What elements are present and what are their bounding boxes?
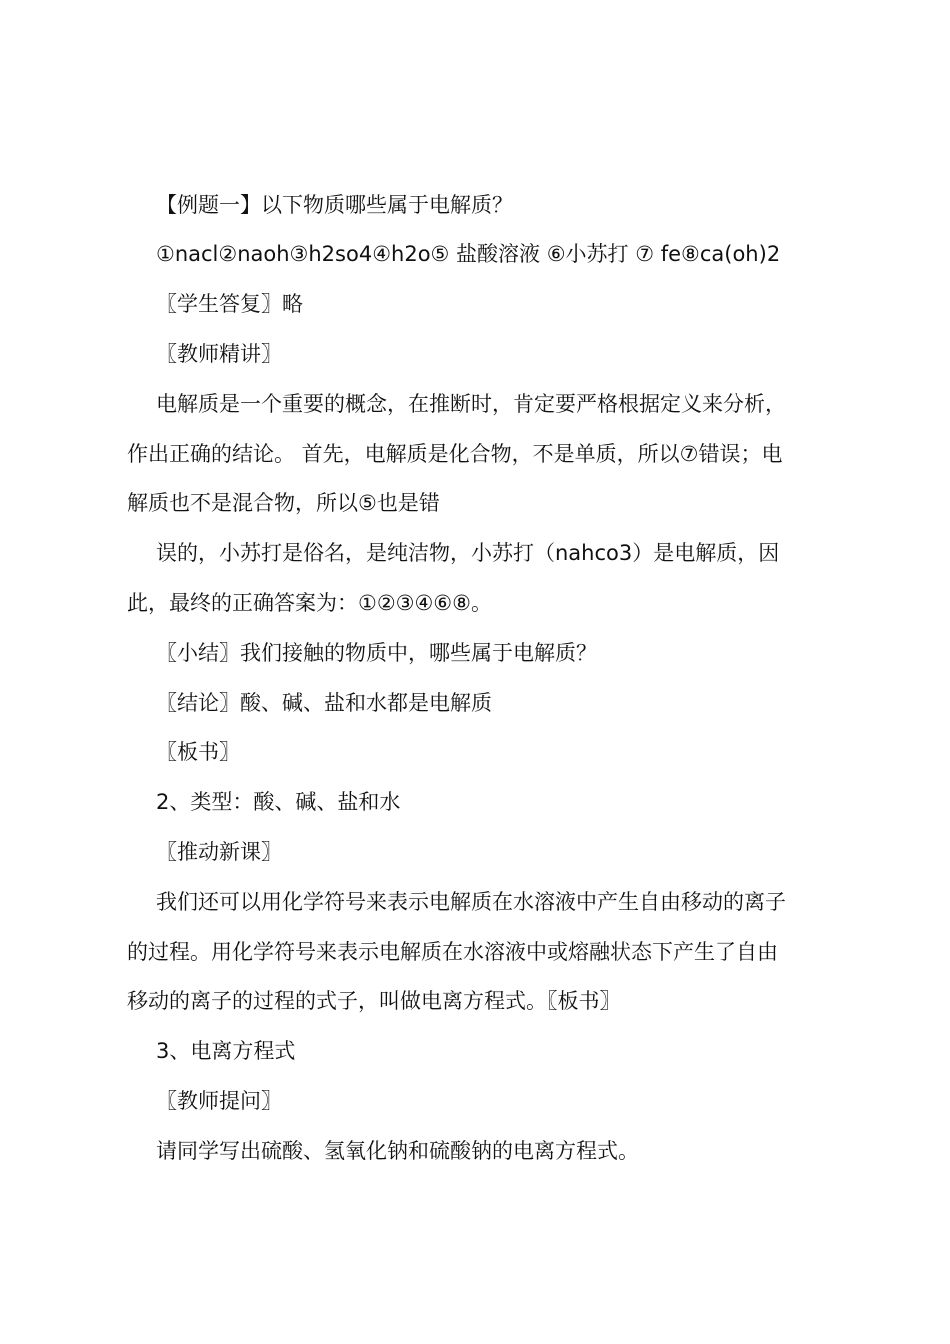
explain-line-1: 电解质是一个重要的概念，在推断时，肯定要严格根据定义来分析， <box>156 392 786 416</box>
teacher-explain-tag: 〖教师精讲〗 <box>156 342 282 366</box>
explain2-line-2: 此，最终的正确答案为：①②③④⑥⑧。 <box>127 591 492 615</box>
conclusion-line: 〖结论〗酸、碱、盐和水都是电解质 <box>156 691 492 715</box>
board-tag: 〖板书〗 <box>156 740 240 764</box>
example-heading: 【例题一】以下物质哪些属于电解质？ <box>156 193 513 217</box>
ion-line-3: 移动的离子的过程的式子，叫做电离方程式。〖板书〗 <box>127 989 621 1013</box>
summary-line: 〖小结〗我们接触的物质中，哪些属于电解质？ <box>156 641 597 665</box>
teacher-question-tag: 〖教师提问〗 <box>156 1089 282 1113</box>
new-lesson-tag: 〖推动新课〗 <box>156 840 282 864</box>
options-line: ①nacl②naoh③h2so4④h2o⑤ 盐酸溶液 ⑥小苏打 ⑦ fe⑧ca(oh)2 <box>156 242 781 266</box>
question-line: 请同学写出硫酸、氢氧化钠和硫酸钠的电离方程式。 <box>156 1139 639 1163</box>
explain2-line-1: 误的，小苏打是俗名，是纯洁物，小苏打（nahco3）是电解质，因 <box>156 541 780 565</box>
ion-line-2: 的过程。用化学符号来表示电解质在水溶液中或熔融状态下产生了自由 <box>127 940 778 964</box>
explain-line-3: 解质也不是混合物，所以⑤也是错 <box>127 491 440 515</box>
types-heading: 2、类型：酸、碱、盐和水 <box>156 790 401 814</box>
student-answer: 〖学生答复〗略 <box>156 292 303 316</box>
equation-heading: 3、电离方程式 <box>156 1039 296 1063</box>
ion-line-1: 我们还可以用化学符号来表示电解质在水溶液中产生自由移动的离子 <box>156 890 786 914</box>
explain-line-2: 作出正确的结论。 首先，电解质是化合物，不是单质，所以⑦错误；电 <box>127 442 783 466</box>
